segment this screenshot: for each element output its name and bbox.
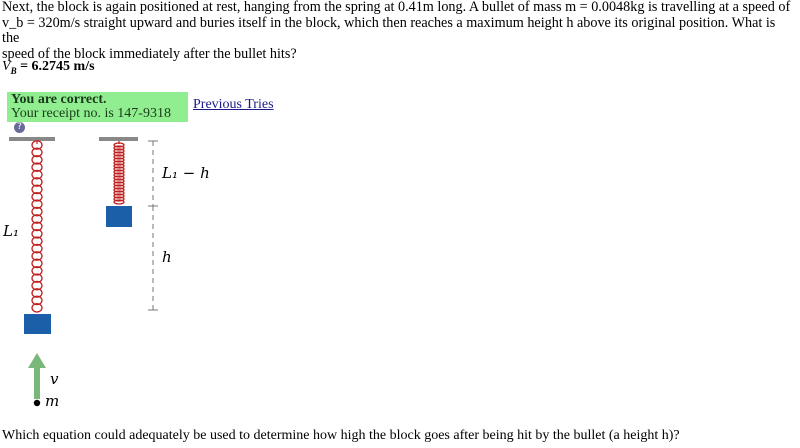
answer-subscript: B (10, 65, 17, 76)
left-block (24, 314, 51, 334)
label-m: m (45, 392, 60, 410)
correct-status: You are correct. (11, 92, 107, 107)
label-v: v (50, 370, 59, 388)
left-spring (32, 141, 42, 312)
problem-line-3: speed of the block immediately after the bullet hits? (2, 45, 297, 62)
right-ceiling-bar (99, 137, 138, 141)
answer-value: = 6.2745 m/s (20, 59, 95, 74)
dimension-lines (148, 141, 158, 310)
bullet-velocity-arrow (28, 353, 46, 399)
help-icon[interactable]: ? (14, 122, 25, 133)
label-L1-minus-h: L₁ − h (162, 164, 210, 182)
label-h: h (162, 248, 172, 266)
problem-line-2: v_b = 320m/s straight upward and buries itself in the block, which then reaches a maximum height h above its original position. What is the (2, 14, 776, 46)
problem-line-1: Next, the block is again positioned at rest, hanging from the spring at 0.41m long. A bullet of mass m = 0.0048kg is travelling at a speed of (2, 0, 791, 15)
bullet-dot (34, 400, 40, 406)
receipt-text: Your receipt no. is 147-9318 (11, 106, 171, 121)
previous-tries-link[interactable]: Previous Tries (193, 97, 274, 112)
left-ceiling-bar (9, 137, 55, 141)
next-question: Which equation could adequately be used to determine how high the block goes after being hit by the bullet (a height h)? (2, 428, 680, 443)
right-block (106, 206, 132, 227)
right-spring (114, 141, 124, 204)
label-L1: L₁ (3, 222, 19, 240)
answer-variable: V (2, 59, 11, 74)
